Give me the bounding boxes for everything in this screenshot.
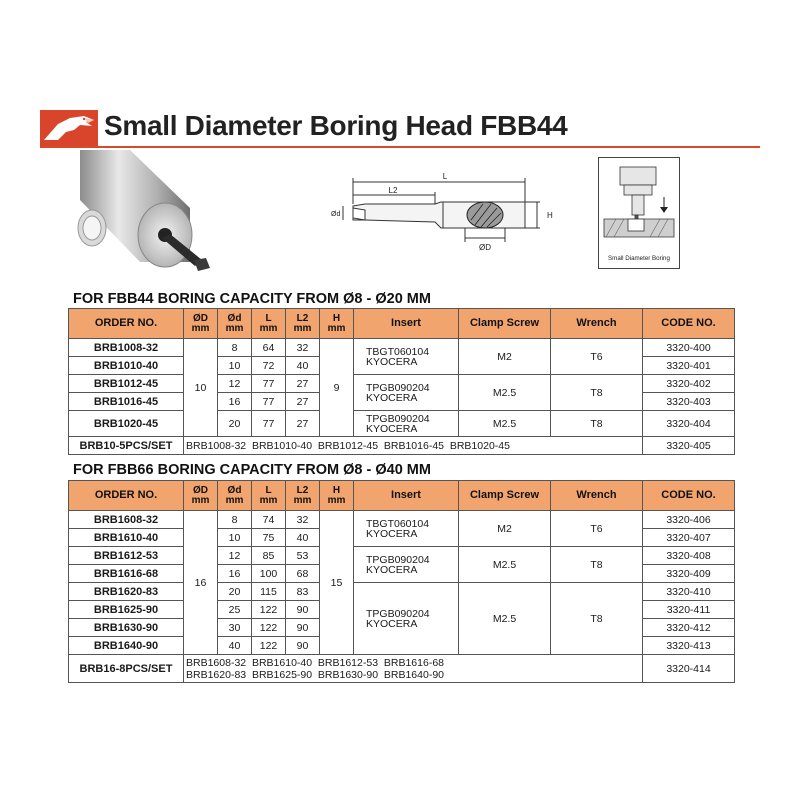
wrench: T6: [551, 339, 643, 375]
set-order-no: BRB16-8PCS/SET: [69, 655, 184, 683]
height-H: 9: [320, 339, 354, 437]
length-L: 122: [252, 637, 286, 655]
order-no: BRB1616-68: [69, 565, 184, 583]
dim-label-L2: L2: [388, 186, 398, 195]
wrench: T6: [551, 511, 643, 547]
length-L: 77: [252, 393, 286, 411]
boring-head-photo: [70, 150, 220, 285]
clamp-screw: M2: [459, 339, 551, 375]
length-L2: 27: [286, 411, 320, 437]
sketch-caption: Small Diameter Boring: [608, 255, 670, 262]
dim-label-L: L: [442, 172, 448, 181]
length-L: 75: [252, 529, 286, 547]
code-no: 3320-413: [643, 637, 735, 655]
clamp-screw: M2.5: [459, 375, 551, 411]
code-no: 3320-412: [643, 619, 735, 637]
insert-cell: TPGB090204 KYOCERA: [354, 411, 459, 437]
table-row: [69, 375, 735, 393]
insert-cell: TPGB090204 KYOCERA: [354, 583, 459, 655]
bore-d: 8: [218, 511, 252, 529]
length-L: 74: [252, 511, 286, 529]
bore-d: 25: [218, 601, 252, 619]
dim-label-D: ØD: [479, 243, 491, 252]
wrench: T8: [551, 375, 643, 411]
code-no: 3320-407: [643, 529, 735, 547]
bore-d: 40: [218, 637, 252, 655]
order-no: BRB1620-83: [69, 583, 184, 601]
header-d: Ød mm: [218, 309, 252, 339]
set-code-no: 3320-405: [643, 437, 735, 455]
table-row: [69, 583, 735, 601]
order-no: BRB1610-40: [69, 529, 184, 547]
length-L2: 27: [286, 393, 320, 411]
header-D: ØD mm: [184, 481, 218, 511]
code-no: 3320-410: [643, 583, 735, 601]
header-order: ORDER NO.: [69, 481, 184, 511]
length-L2: 53: [286, 547, 320, 565]
order-no: BRB1630-90: [69, 619, 184, 637]
header-L: L mm: [252, 481, 286, 511]
page-header: [40, 108, 760, 148]
clamp-screw: M2: [459, 511, 551, 547]
small-diameter-boring-sketch: [598, 157, 680, 269]
bore-d: 16: [218, 565, 252, 583]
length-L: 77: [252, 411, 286, 437]
header-wrench: Wrench: [551, 481, 643, 511]
set-contents: BRB1008-32 BRB1010-40 BRB1012-45 BRB1016-45 BRB1020-45: [184, 437, 643, 455]
set-row: [69, 655, 735, 683]
order-no: BRB1012-45: [69, 375, 184, 393]
set-order-no: BRB10-5PCS/SET: [69, 437, 184, 455]
table-row: [69, 339, 735, 357]
eagle-logo-icon: [40, 110, 98, 146]
set-contents: BRB1608-32 BRB1610-40 BRB1612-53 BRB1616-68 BRB1620-83 BRB1625-90 BRB1630-90 BRB1640-90: [184, 655, 643, 683]
table-row: [69, 547, 735, 565]
length-L: 122: [252, 619, 286, 637]
header-H: H mm: [320, 481, 354, 511]
code-no: 3320-404: [643, 411, 735, 437]
bore-d: 10: [218, 357, 252, 375]
bore-d: 30: [218, 619, 252, 637]
length-L2: 32: [286, 511, 320, 529]
bore-d: 10: [218, 529, 252, 547]
code-no: 3320-411: [643, 601, 735, 619]
clamp-screw: M2.5: [459, 583, 551, 655]
wrench: T8: [551, 411, 643, 437]
length-L2: 32: [286, 339, 320, 357]
wrench: T8: [551, 583, 643, 655]
length-L: 85: [252, 547, 286, 565]
length-L2: 40: [286, 357, 320, 375]
tool-dimension-drawing: [325, 170, 560, 260]
fbb66-section-title: FOR FBB66 BORING CAPACITY FROM Ø8 - Ø40 MM: [73, 462, 431, 478]
length-L: 115: [252, 583, 286, 601]
bore-d: 8: [218, 339, 252, 357]
code-no: 3320-403: [643, 393, 735, 411]
set-row: [69, 437, 735, 455]
title-rule: [40, 146, 760, 148]
code-no: 3320-406: [643, 511, 735, 529]
dim-label-d: Ød: [331, 211, 341, 218]
code-no: 3320-409: [643, 565, 735, 583]
table-header-row: [69, 309, 735, 339]
page-title: Small Diameter Boring Head FBB44: [104, 110, 568, 141]
code-no: 3320-402: [643, 375, 735, 393]
length-L2: 27: [286, 375, 320, 393]
clamp-screw: M2.5: [459, 547, 551, 583]
wrench: T8: [551, 547, 643, 583]
header-L2: L2 mm: [286, 481, 320, 511]
header-order: ORDER NO.: [69, 309, 184, 339]
order-no: BRB1010-40: [69, 357, 184, 375]
header-clamp: Clamp Screw: [459, 481, 551, 511]
length-L: 77: [252, 375, 286, 393]
order-no: BRB1625-90: [69, 601, 184, 619]
insert-cell: TPGB090204 KYOCERA: [354, 375, 459, 411]
bore-d: 12: [218, 375, 252, 393]
length-L2: 40: [286, 529, 320, 547]
header-insert: Insert: [354, 481, 459, 511]
shank-D: 10: [184, 339, 218, 437]
bore-d: 16: [218, 393, 252, 411]
header-L: L mm: [252, 309, 286, 339]
insert-cell: TBGT060104 KYOCERA: [354, 339, 459, 375]
header-H: H mm: [320, 309, 354, 339]
header-D: ØD mm: [184, 309, 218, 339]
bore-d: 12: [218, 547, 252, 565]
table-row: [69, 511, 735, 529]
order-no: BRB1016-45: [69, 393, 184, 411]
order-no: BRB1612-53: [69, 547, 184, 565]
length-L2: 90: [286, 601, 320, 619]
length-L2: 90: [286, 637, 320, 655]
code-no: 3320-400: [643, 339, 735, 357]
code-no: 3320-408: [643, 547, 735, 565]
length-L: 122: [252, 601, 286, 619]
table-header-row: [69, 481, 735, 511]
code-no: 3320-401: [643, 357, 735, 375]
order-no: BRB1640-90: [69, 637, 184, 655]
length-L2: 68: [286, 565, 320, 583]
length-L: 100: [252, 565, 286, 583]
dim-label-H: H: [547, 211, 553, 220]
insert-cell: TPGB090204 KYOCERA: [354, 547, 459, 583]
fbb66-table: [68, 480, 735, 683]
header-insert: Insert: [354, 309, 459, 339]
height-H: 15: [320, 511, 354, 655]
order-no: BRB1008-32: [69, 339, 184, 357]
clamp-screw: M2.5: [459, 411, 551, 437]
fbb44-table: [68, 308, 735, 455]
length-L2: 83: [286, 583, 320, 601]
length-L: 64: [252, 339, 286, 357]
header-d: Ød mm: [218, 481, 252, 511]
header-clamp: Clamp Screw: [459, 309, 551, 339]
fbb44-section-title: FOR FBB44 BORING CAPACITY FROM Ø8 - Ø20 MM: [73, 291, 431, 307]
table-row: [69, 411, 735, 437]
order-no: BRB1608-32: [69, 511, 184, 529]
length-L2: 90: [286, 619, 320, 637]
header-code: CODE NO.: [643, 481, 735, 511]
order-no: BRB1020-45: [69, 411, 184, 437]
header-code: CODE NO.: [643, 309, 735, 339]
bore-d: 20: [218, 583, 252, 601]
set-code-no: 3320-414: [643, 655, 735, 683]
bore-d: 20: [218, 411, 252, 437]
header-wrench: Wrench: [551, 309, 643, 339]
header-L2: L2 mm: [286, 309, 320, 339]
length-L: 72: [252, 357, 286, 375]
shank-D: 16: [184, 511, 218, 655]
insert-cell: TBGT060104 KYOCERA: [354, 511, 459, 547]
